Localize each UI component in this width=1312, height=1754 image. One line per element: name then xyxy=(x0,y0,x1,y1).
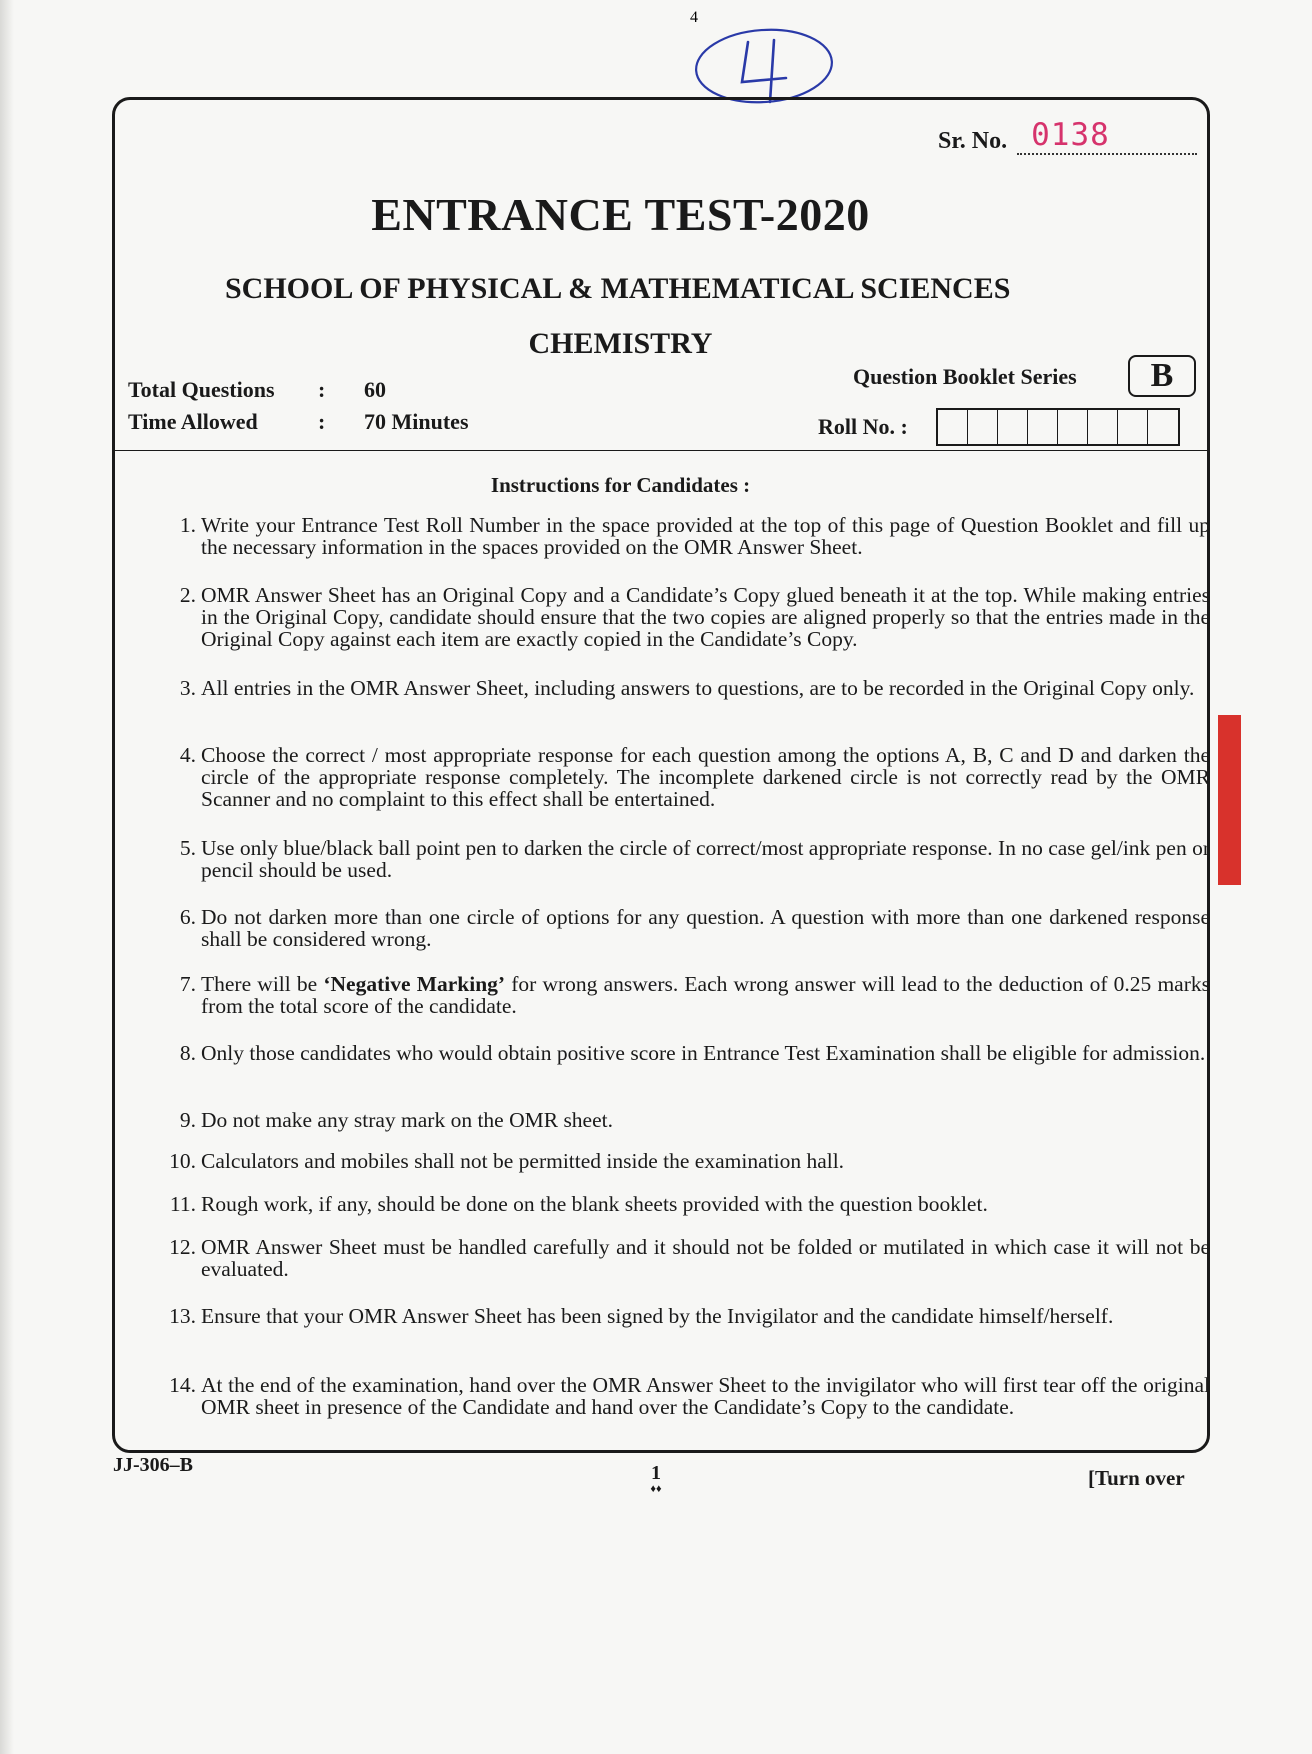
instruction-text: All entries in the OMR Answer Sheet, including answers to questions, are to be recorded in the Original Copy only. xyxy=(201,676,1195,700)
roll-number-boxes[interactable] xyxy=(936,408,1180,446)
roll-digit-box[interactable] xyxy=(1148,410,1178,444)
instruction-text: Write your Entrance Test Roll Number in the space provided at the top of this page of Question Booklet and fill up the necessary information in the spaces provided on the OMR Answer Sheet. xyxy=(201,513,1210,559)
instruction-number: 6. xyxy=(179,905,196,929)
instruction-text-start: There will be xyxy=(201,972,324,996)
total-questions xyxy=(128,377,386,403)
roll-digit-box[interactable] xyxy=(1058,410,1088,444)
booklet-code: JJ-306–B xyxy=(113,1454,193,1476)
handwritten-circled-number xyxy=(690,9,838,106)
instruction-number: 8. xyxy=(179,1041,196,1065)
instruction-text: At the end of the examination, hand over the OMR Answer Sheet to the invigilator who will first tear off the original OMR sheet in presence of the Candidate and hand over the Candidate’s Copy to the candidate. xyxy=(201,1373,1210,1419)
roll-digit-box[interactable] xyxy=(998,410,1028,444)
instruction-text-end: for wrong answers. Each wrong answer will lead to the deduction of 0.25 marks from the total score of the candidate. xyxy=(201,972,1210,1018)
diamond-ornament: ♦♦ xyxy=(650,1483,662,1495)
header-divider xyxy=(115,450,1208,451)
red-edge-tab xyxy=(1218,715,1241,885)
school-name: SCHOOL OF PHYSICAL & MATHEMATICAL SCIENCES xyxy=(225,272,1011,305)
total-questions-value: 60 xyxy=(364,377,386,402)
instruction-number: 3. xyxy=(179,676,196,700)
instruction-text: Only those candidates who would obtain positive score in Entrance Test Examination shall be eligible for admission. xyxy=(201,1041,1206,1065)
page-title: ENTRANCE TEST-2020 xyxy=(371,189,870,240)
instruction-text: Rough work, if any, should be done on the blank sheets provided with the question booklet. xyxy=(201,1192,988,1216)
instructions-heading: Instructions for Candidates : xyxy=(490,473,751,497)
roll-number-label: Roll No. : xyxy=(818,414,908,439)
instruction-text: OMR Answer Sheet must be handled carefully and it should not be folded or mutilated in which case it will not be evaluated. xyxy=(201,1235,1210,1281)
instruction-text xyxy=(201,973,1210,1017)
total-questions-colon: : xyxy=(318,377,326,402)
instruction-number: 9. xyxy=(179,1108,196,1132)
instruction-text: Do not make any stray mark on the OMR sheet. xyxy=(201,1108,613,1132)
instruction-text: Use only blue/black ball point pen to darken the circle of correct/most appropriate response. In no case gel/ink pen or pencil should be used. xyxy=(201,836,1210,882)
subject-name: CHEMISTRY xyxy=(528,327,713,360)
roll-digit-box[interactable] xyxy=(938,410,968,444)
roll-digit-box[interactable] xyxy=(1118,410,1148,444)
instruction-number: 5. xyxy=(179,836,196,860)
svg-text:4: 4 xyxy=(690,9,698,26)
time-allowed-value: 70 Minutes xyxy=(364,409,469,434)
instruction-number: 4. xyxy=(179,743,196,767)
instruction-number: 11. xyxy=(169,1192,196,1216)
instruction-text: OMR Answer Sheet has an Original Copy and a Candidate’s Copy glued beneath it at the top. While making entries in the Original Copy, candidate should ensure that the two copies are aligned properly so that the entries made in the Original Copy against each item are exactly copied in the Candidate’s Copy. xyxy=(201,583,1210,651)
instruction-number: 10. xyxy=(169,1149,196,1173)
turn-over-label: [Turn over xyxy=(1088,1466,1185,1490)
instruction-text: Calculators and mobiles shall not be permitted inside the examination hall. xyxy=(201,1149,845,1173)
serial-number-value: 0138 xyxy=(1031,117,1110,153)
serial-number-line xyxy=(1017,117,1197,155)
booklet-series-label: Question Booklet Series xyxy=(853,364,1077,389)
roll-digit-box[interactable] xyxy=(1028,410,1058,444)
negative-marking-emphasis: ‘Negative Marking’ xyxy=(323,972,506,996)
roll-digit-box[interactable] xyxy=(968,410,998,444)
instruction-number: 14. xyxy=(169,1373,196,1397)
instruction-number: 7. xyxy=(179,972,196,996)
instruction-text: Do not darken more than one circle of options for any question. A question with more than one darkened response shall be considered wrong. xyxy=(201,905,1210,951)
instruction-text: Choose the correct / most appropriate response for each question among the options A, B, C and D and darken the circle of the appropriate response completely. The incomplete darkened circle is not correctly read by the OMR Scanner and no complaint to this effect shall be entertained. xyxy=(201,743,1210,811)
total-questions-label: Total Questions xyxy=(128,377,275,402)
instruction-number: 2. xyxy=(179,583,196,607)
time-allowed-label: Time Allowed xyxy=(128,409,258,434)
instruction-number: 13. xyxy=(169,1304,196,1328)
roll-digit-box[interactable] xyxy=(1088,410,1118,444)
booklet-series-value: B xyxy=(1128,355,1196,397)
page-number: 1 xyxy=(651,1462,661,1484)
instruction-number: 1. xyxy=(179,513,196,537)
serial-number-label: Sr. No. xyxy=(938,128,1008,154)
serial-number xyxy=(938,117,1197,155)
instruction-number: 12. xyxy=(169,1235,196,1259)
instruction-text: Ensure that your OMR Answer Sheet has been signed by the Invigilator and the candidate himself/herself. xyxy=(201,1304,1114,1328)
time-allowed-colon: : xyxy=(318,409,326,434)
time-allowed xyxy=(128,409,469,435)
